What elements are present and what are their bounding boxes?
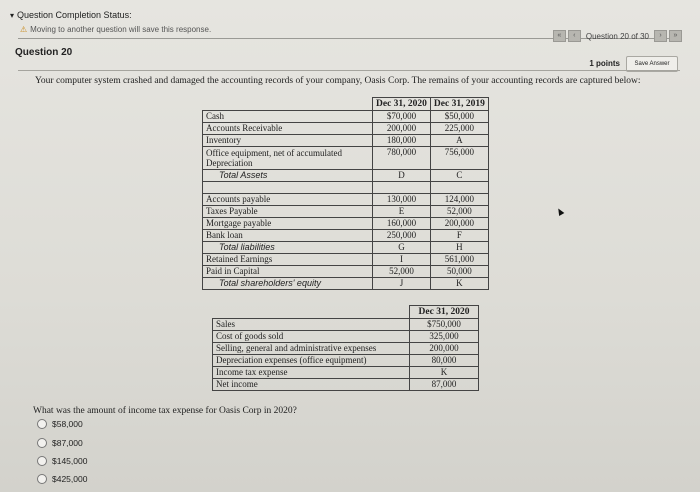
- first-question-icon[interactable]: «: [553, 30, 566, 42]
- value-cell: A: [430, 135, 488, 147]
- row-label: Depreciation expenses (office equipment): [213, 355, 410, 367]
- table-row: [203, 218, 489, 230]
- table-row: [203, 111, 489, 123]
- value-cell: 180,000: [373, 135, 431, 147]
- row-label: Net income: [213, 379, 410, 391]
- row-label: Accounts payable: [203, 194, 373, 206]
- table-row: [203, 206, 489, 218]
- column-header: Dec 31, 2019: [430, 98, 488, 111]
- value-cell: $750,000: [410, 319, 479, 331]
- table-row: [213, 319, 479, 331]
- row-label: Accounts Receivable: [203, 123, 373, 135]
- value-cell: D: [373, 170, 431, 182]
- value-cell: 225,000: [430, 123, 488, 135]
- value-cell: 250,000: [373, 230, 431, 242]
- row-label: Sales: [213, 319, 410, 331]
- value-cell: C: [430, 170, 488, 182]
- save-warning-text: Moving to another question will save this response.: [30, 25, 212, 34]
- total-row: [203, 170, 489, 182]
- value-cell: 124,000: [430, 194, 488, 206]
- value-cell: 561,000: [430, 254, 488, 266]
- chevron-down-icon[interactable]: ▾: [10, 11, 15, 20]
- row-label: Total Assets: [203, 170, 373, 182]
- answer-option[interactable]: [37, 456, 87, 466]
- value-cell: I: [373, 254, 431, 266]
- spacer-row: [203, 182, 489, 194]
- row-label: Office equipment, net of accumulated Depreciation: [203, 147, 373, 170]
- blank-cell: [213, 306, 410, 319]
- divider: [18, 70, 680, 71]
- value-cell: 756,000: [430, 147, 488, 170]
- total-row: [203, 278, 489, 290]
- value-cell: K: [430, 278, 488, 290]
- answer-option[interactable]: [37, 438, 83, 448]
- total-row: [203, 242, 489, 254]
- column-header: Dec 31, 2020: [373, 98, 431, 111]
- option-label[interactable]: $58,000: [52, 419, 83, 429]
- value-cell: 52,000: [373, 266, 431, 278]
- table-row: [203, 147, 489, 170]
- value-cell: 80,000: [410, 355, 479, 367]
- value-cell: 200,000: [430, 218, 488, 230]
- value-cell: 780,000: [373, 147, 431, 170]
- previous-question-icon[interactable]: ‹: [568, 30, 581, 42]
- row-label: Retained Earnings: [203, 254, 373, 266]
- table-row: [203, 123, 489, 135]
- table-row: [213, 331, 479, 343]
- next-question-icon[interactable]: ›: [654, 30, 667, 42]
- row-label: Selling, general and administrative expenses: [213, 343, 410, 355]
- radio-button[interactable]: [37, 438, 47, 448]
- blank-cell: [203, 98, 373, 111]
- mouse-cursor-icon: [556, 207, 565, 216]
- balance-sheet-table: [202, 97, 489, 290]
- value-cell: 160,000: [373, 218, 431, 230]
- row-label: Income tax expense: [213, 367, 410, 379]
- value-cell: 200,000: [410, 343, 479, 355]
- row-label: Inventory: [203, 135, 373, 147]
- value-cell: H: [430, 242, 488, 254]
- save-answer-button[interactable]: Save Answer: [626, 56, 678, 72]
- value-cell: $70,000: [373, 111, 431, 123]
- value-cell: $50,000: [430, 111, 488, 123]
- table-row: [203, 194, 489, 206]
- value-cell: 325,000: [410, 331, 479, 343]
- row-label: Bank loan: [203, 230, 373, 242]
- question-title: Question 20: [15, 47, 73, 58]
- value-cell: 200,000: [373, 123, 431, 135]
- value-cell: J: [373, 278, 431, 290]
- row-label: Total liabilities: [203, 242, 373, 254]
- value-cell: 52,000: [430, 206, 488, 218]
- table-row: [213, 367, 479, 379]
- value-cell: 130,000: [373, 194, 431, 206]
- last-question-icon[interactable]: »: [669, 30, 682, 42]
- row-label: Total shareholders' equity: [203, 278, 373, 290]
- question-points: 1 points: [589, 59, 620, 68]
- row-label: Cash: [203, 111, 373, 123]
- value-cell: G: [373, 242, 431, 254]
- option-label[interactable]: $87,000: [52, 438, 83, 448]
- warning-icon: ⚠: [20, 25, 28, 34]
- value-cell: 87,000: [410, 379, 479, 391]
- value-cell: K: [410, 367, 479, 379]
- row-label: Mortgage payable: [203, 218, 373, 230]
- radio-button[interactable]: [37, 474, 47, 484]
- income-statement-table: [212, 305, 479, 391]
- row-label: Cost of goods sold: [213, 331, 410, 343]
- table-row: [203, 254, 489, 266]
- question-counter: Question 20 of 30: [585, 31, 649, 41]
- value-cell: E: [373, 206, 431, 218]
- completion-status-label: Question Completion Status:: [17, 10, 132, 20]
- question-prompt: Your computer system crashed and damaged the accounting records of your company, Oasis Corp. The remains of your accounting records are captured below:: [35, 76, 641, 86]
- radio-button[interactable]: [37, 456, 47, 466]
- completion-status[interactable]: [10, 10, 132, 20]
- value-cell: F: [430, 230, 488, 242]
- value-cell: 50,000: [430, 266, 488, 278]
- table-row: [203, 266, 489, 278]
- row-label: Taxes Payable: [203, 206, 373, 218]
- answer-option[interactable]: [37, 474, 87, 484]
- question-navigation: [553, 30, 682, 42]
- table-row: [213, 343, 479, 355]
- question-text: What was the amount of income tax expense for Oasis Corp in 2020?: [33, 406, 297, 416]
- option-label[interactable]: $145,000: [52, 456, 88, 466]
- column-header: Dec 31, 2020: [410, 306, 479, 319]
- radio-button[interactable]: [37, 419, 47, 429]
- table-row: [203, 230, 489, 242]
- answer-option[interactable]: [37, 419, 83, 429]
- table-row: [203, 135, 489, 147]
- table-row: [213, 355, 479, 367]
- row-label: Paid in Capital: [203, 266, 373, 278]
- save-warning: [20, 25, 211, 34]
- option-label[interactable]: $425,000: [52, 474, 88, 484]
- table-row: [213, 379, 479, 391]
